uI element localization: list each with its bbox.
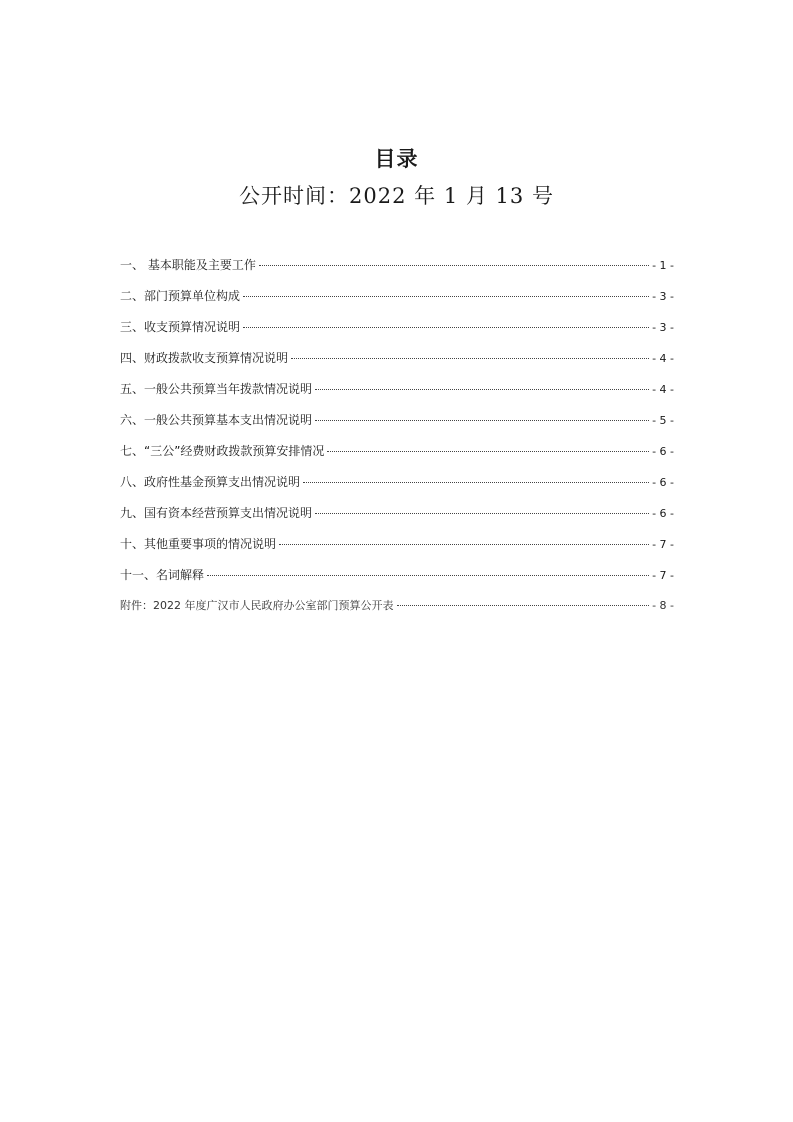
- toc-entry-label: 九、国有资本经营预算支出情况说明: [120, 506, 313, 520]
- toc-leader-dots: [291, 358, 649, 359]
- toc-entry-2[interactable]: [120, 287, 674, 318]
- toc-entry-6[interactable]: [120, 411, 674, 442]
- toc-entry-label: 一、 基本职能及主要工作: [120, 258, 256, 272]
- toc-entry-label: 十、其他重要事项的情况说明: [120, 537, 277, 551]
- toc-page-number: - 7 -: [652, 538, 674, 551]
- toc-leader-dots: [397, 605, 650, 606]
- toc-page-number: - 5 -: [652, 414, 674, 427]
- table-of-contents: [120, 256, 674, 628]
- toc-entry-5[interactable]: [120, 380, 674, 411]
- toc-entry-label: 二、部门预算单位构成: [120, 289, 241, 303]
- toc-page-number: - 6 -: [652, 476, 674, 489]
- toc-page-number: - 3 -: [652, 290, 674, 303]
- toc-entry-4[interactable]: [120, 349, 674, 380]
- toc-leader-dots: [303, 482, 649, 483]
- toc-entry-label: 五、一般公共预算当年拨款情况说明: [120, 382, 313, 396]
- toc-leader-dots: [279, 544, 649, 545]
- toc-leader-dots: [243, 327, 649, 328]
- toc-entry-1[interactable]: [120, 256, 674, 287]
- toc-page-number: - 4 -: [652, 383, 674, 396]
- toc-leader-dots: [259, 265, 649, 266]
- toc-entry-label: 七、“三公”经费财政拨款预算安排情况: [120, 444, 325, 458]
- toc-page-number: - 3 -: [652, 321, 674, 334]
- toc-leader-dots: [315, 420, 649, 421]
- toc-entry-8[interactable]: [120, 473, 674, 504]
- toc-leader-dots: [315, 513, 649, 514]
- toc-page-number: - 8 -: [652, 599, 674, 612]
- toc-entry-label: 八、政府性基金预算支出情况说明: [120, 475, 301, 489]
- toc-page-number: - 7 -: [652, 569, 674, 582]
- toc-entry-label: 附件：2022 年度广汉市人民政府办公室部门预算公开表: [120, 599, 394, 612]
- toc-leader-dots: [327, 451, 649, 452]
- toc-entry-3[interactable]: [120, 318, 674, 349]
- toc-entry-appendix[interactable]: [120, 597, 674, 628]
- publication-date: 公开时间：2022 年 1 月 13 号: [239, 184, 554, 208]
- toc-entry-9[interactable]: [120, 504, 674, 535]
- toc-leader-dots: [243, 296, 649, 297]
- toc-leader-dots: [207, 575, 649, 576]
- toc-page-number: - 6 -: [652, 507, 674, 520]
- toc-entry-label: 十一、名词解释: [120, 568, 205, 582]
- toc-leader-dots: [315, 389, 649, 390]
- document-title: 目录: [374, 147, 419, 171]
- toc-entry-10[interactable]: [120, 535, 674, 566]
- toc-entry-11[interactable]: [120, 566, 674, 597]
- toc-page-number: - 4 -: [652, 352, 674, 365]
- toc-page-number: - 1 -: [652, 259, 674, 272]
- toc-entry-label: 四、财政拨款收支预算情况说明: [120, 351, 289, 365]
- toc-entry-label: 六、一般公共预算基本支出情况说明: [120, 413, 313, 427]
- toc-page-number: - 6 -: [652, 445, 674, 458]
- toc-entry-label: 三、收支预算情况说明: [120, 320, 241, 334]
- toc-entry-7[interactable]: [120, 442, 674, 473]
